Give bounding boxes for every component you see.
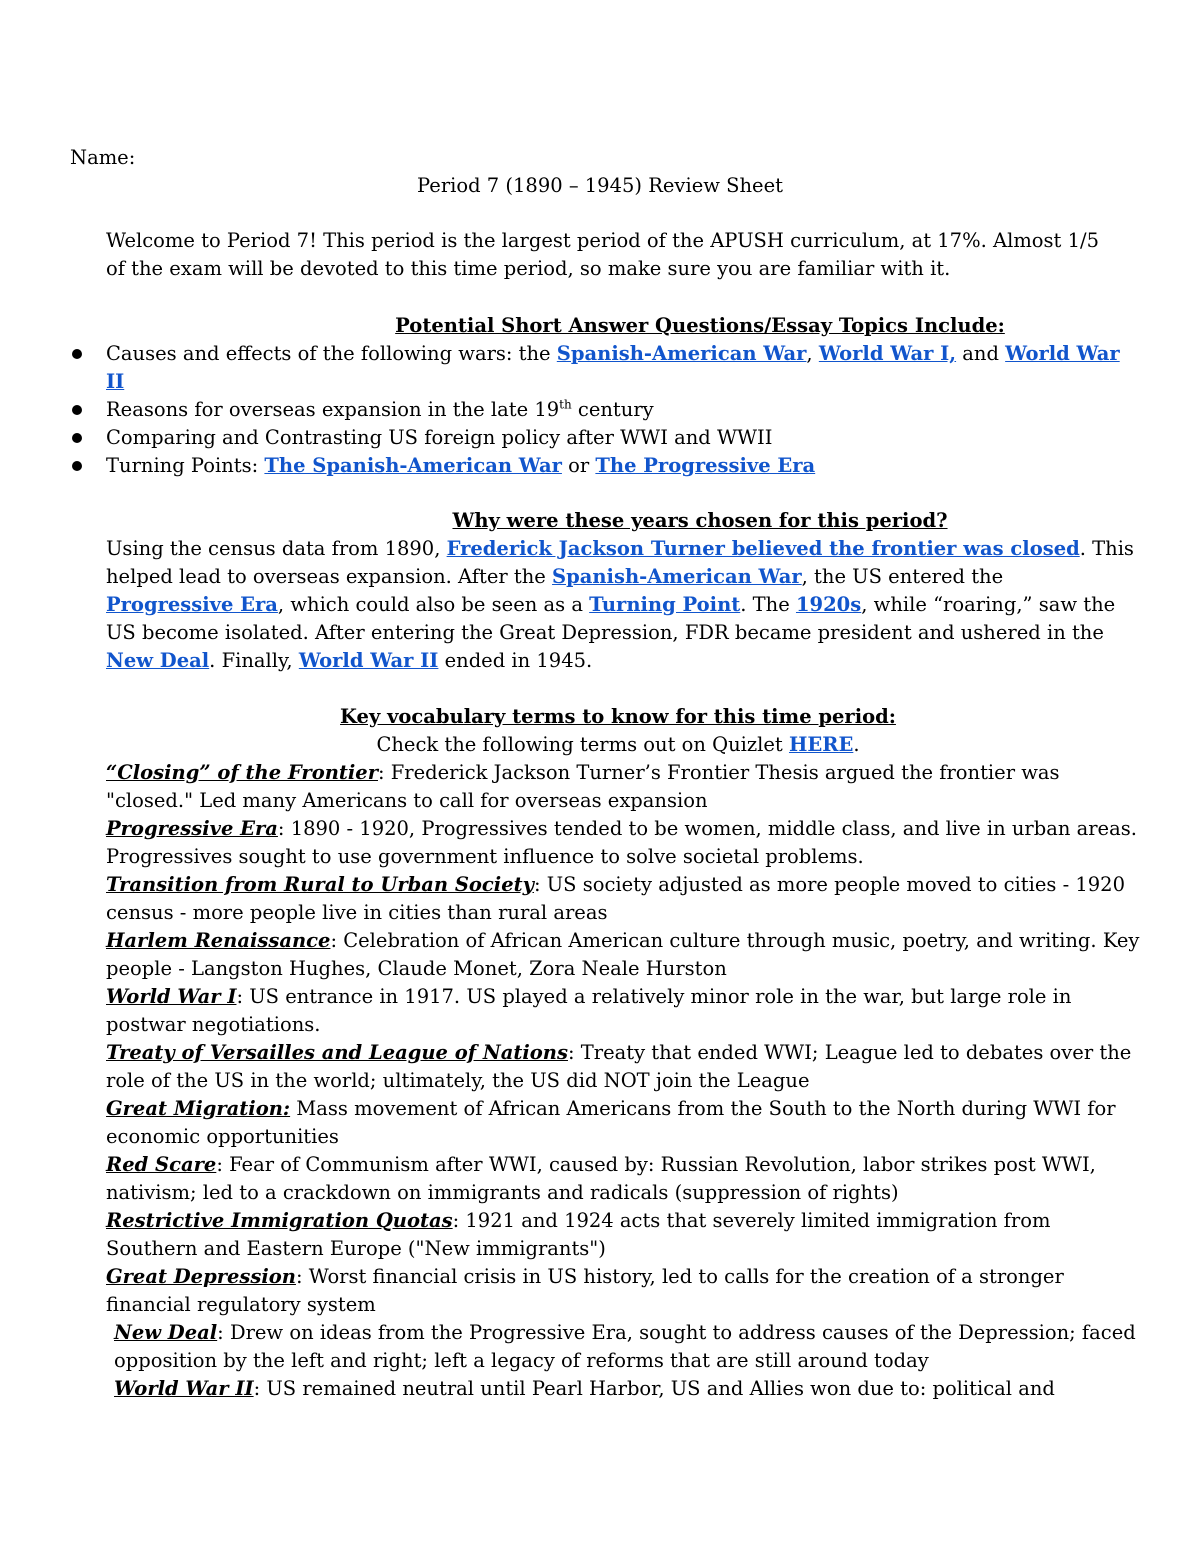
vocab-definition: : Treaty that ended WWI; League led to debates over the role of the US in the world; ultimately, the US did NOT join the League bbox=[106, 1041, 1132, 1092]
why-paragraph: Using the census data from 1890, Frederick Jackson Turner believed the frontier was closed. This helped lead to overseas expansion. After the Spanish-American War, the US entered the Progressive Era, which could also be seen as a Turning Point. The 1920s, while “roaring,” saw the US become isolated. After entering the Great Depression, FDR became president and ushered in the New Deal. Finally, World War II ended in 1945. bbox=[106, 537, 1134, 672]
link-world-war-ii-2[interactable]: World War II bbox=[298, 649, 439, 672]
vocab-term: Progressive Era bbox=[106, 817, 278, 840]
list-item: Turning Points: The Spanish-American War or The Progressive Era bbox=[70, 452, 1130, 480]
vocab-definition: : US remained neutral until Pearl Harbor, US and Allies won due to: political and bbox=[253, 1377, 1055, 1400]
why-heading: Why were these years chosen for this period? bbox=[452, 509, 948, 532]
vocab-item bbox=[106, 815, 1146, 871]
bullet-icon bbox=[72, 349, 82, 359]
topics-list bbox=[70, 340, 1130, 480]
vocab-item bbox=[106, 927, 1146, 983]
link-world-war-ii[interactable]: World War II bbox=[106, 342, 1120, 393]
link-turning-point-spanish-american-war[interactable]: The Spanish-American War bbox=[264, 454, 562, 477]
bullet-icon bbox=[72, 405, 82, 415]
vocab-item bbox=[106, 1039, 1146, 1095]
vocab-term: Red Scare bbox=[106, 1153, 217, 1176]
link-progressive-era[interactable]: Progressive Era bbox=[106, 593, 278, 616]
link-spanish-american-war[interactable]: Spanish-American War bbox=[556, 342, 807, 365]
quizlet-link[interactable]: HERE bbox=[788, 733, 854, 756]
vocab-definition: : Worst financial crisis in US history, led to calls for the creation of a stronger financial regulatory system bbox=[106, 1265, 1064, 1316]
vocab-item bbox=[106, 871, 1146, 927]
vocab-definition: : Fear of Communism after WWI, caused by: Russian Revolution, labor strikes post WWI, nativism; led to a crackdown on immigrants and radicals (suppression of rights) bbox=[106, 1153, 1096, 1204]
vocab-term: Treaty of Versailles and League of Nations bbox=[106, 1041, 568, 1064]
vocab-list bbox=[106, 759, 1146, 1403]
quizlet-line: Check the following terms out on Quizlet HERE. bbox=[376, 733, 860, 756]
link-spanish-american-war-2[interactable]: Spanish-American War bbox=[552, 565, 802, 588]
vocab-heading: Key vocabulary terms to know for this time period: bbox=[340, 705, 896, 728]
vocab-term: Transition from Rural to Urban Society bbox=[106, 873, 534, 896]
link-frontier-closed[interactable]: Frederick Jackson Turner believed the frontier was closed bbox=[446, 537, 1080, 560]
vocab-definition: : 1890 - 1920, Progressives tended to be women, middle class, and live in urban areas. Progressives sought to use government influence to solve societal problems. bbox=[106, 817, 1137, 868]
vocab-definition: : 1921 and 1924 acts that severely limited immigration from Southern and Eastern Europe ("New immigrants") bbox=[106, 1209, 1051, 1260]
vocab-item bbox=[106, 1319, 1146, 1375]
vocab-item bbox=[106, 1263, 1146, 1319]
vocab-definition: : Drew on ideas from the Progressive Era, sought to address causes of the Depression; faced opposition by the left and right; left a legacy of reforms that are still around today bbox=[114, 1321, 1136, 1372]
vocab-item bbox=[106, 1151, 1146, 1207]
vocab-definition: : US society adjusted as more people moved to cities - 1920 census - more people live in cities than rural areas bbox=[106, 873, 1125, 924]
vocab-term: New Deal bbox=[114, 1321, 218, 1344]
vocab-term: Harlem Renaissance bbox=[106, 929, 331, 952]
vocab-term: Great Depression bbox=[106, 1265, 296, 1288]
topics-heading: Potential Short Answer Questions/Essay Topics Include: bbox=[395, 314, 1005, 337]
intro-paragraph: Welcome to Period 7! This period is the largest period of the APUSH curriculum, at 17%. Almost 1/5 of the exam will be devoted to this time period, so make sure you are familiar with it. bbox=[106, 229, 1099, 280]
vocab-term: World War II bbox=[114, 1377, 254, 1400]
link-new-deal[interactable]: New Deal bbox=[106, 649, 210, 672]
list-item: Causes and effects of the following wars: the Spanish-American War, World War I, and World War II bbox=[70, 340, 1130, 396]
vocab-term: Restrictive Immigration Quotas bbox=[106, 1209, 453, 1232]
vocab-item bbox=[106, 1375, 1146, 1403]
link-world-war-i[interactable]: World War I, bbox=[818, 342, 957, 365]
link-turning-point[interactable]: Turning Point bbox=[589, 593, 741, 616]
page-title: Period 7 (1890 – 1945) Review Sheet bbox=[417, 174, 783, 197]
bullet-icon bbox=[72, 461, 82, 471]
vocab-item bbox=[106, 1207, 1146, 1263]
vocab-term: World War I bbox=[106, 985, 237, 1008]
vocab-item bbox=[106, 983, 1146, 1039]
link-turning-point-progressive-era[interactable]: The Progressive Era bbox=[595, 454, 816, 477]
vocab-item bbox=[106, 759, 1146, 815]
vocab-definition: Mass movement of African Americans from the South to the North during WWI for economic opportunities bbox=[106, 1097, 1116, 1148]
list-item: Reasons for overseas expansion in the late 19th century bbox=[70, 396, 1130, 424]
list-item: Comparing and Contrasting US foreign policy after WWI and WWII bbox=[70, 424, 1130, 452]
vocab-item bbox=[106, 1095, 1146, 1151]
link-1920s[interactable]: 1920s bbox=[795, 593, 862, 616]
name-label: Name: bbox=[70, 146, 136, 169]
bullet-icon bbox=[72, 433, 82, 443]
vocab-definition: : Frederick Jackson Turner’s Frontier Thesis argued the frontier was "closed." Led many Americans to call for overseas expansion bbox=[106, 761, 1060, 812]
vocab-definition: : US entrance in 1917. US played a relatively minor role in the war, but large role in postwar negotiations. bbox=[106, 985, 1072, 1036]
vocab-definition: : Celebration of African American culture through music, poetry, and writing. Key people - Langston Hughes, Claude Monet, Zora Neale Hurston bbox=[106, 929, 1140, 980]
vocab-term: “Closing” of the Frontier bbox=[106, 761, 378, 784]
vocab-term: Great Migration: bbox=[106, 1097, 291, 1120]
